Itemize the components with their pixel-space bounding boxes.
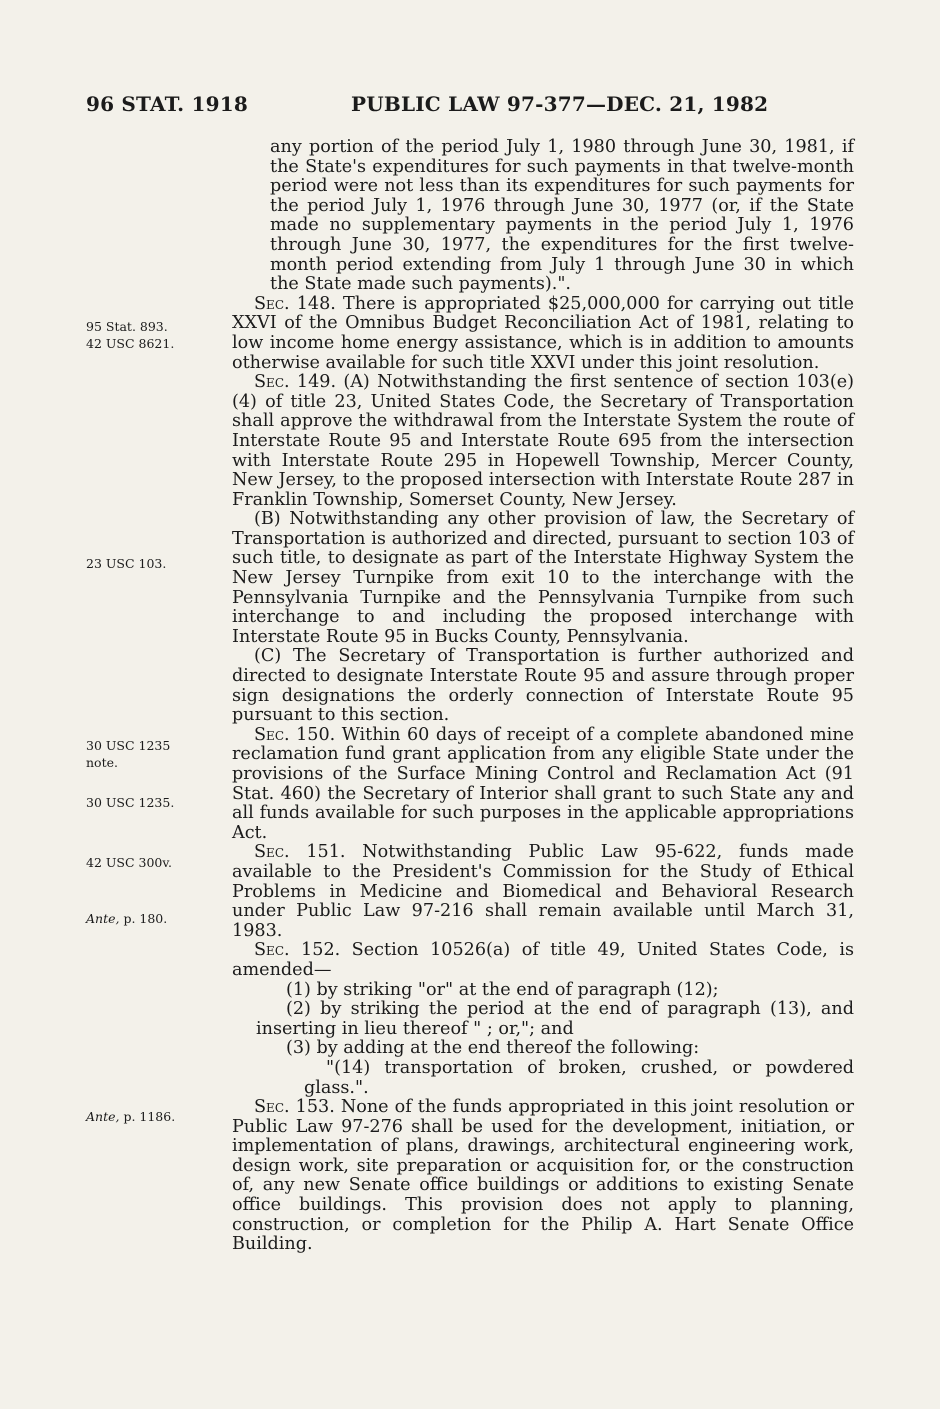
section-151: Sec. 151. Notwithstanding Public Law 95-622, funds made available to the President's Commission for the Study of Ethical Problems in Medicine and Biomedical and Behavioral Research under Public Law 97-216 shall remain available until March 31, 1983. bbox=[232, 842, 854, 941]
public-law-title: PUBLIC LAW 97-377—DEC. 21, 1982 bbox=[351, 92, 769, 116]
page-header bbox=[86, 92, 870, 122]
margin-note-30-usc: 30 USC 1235. bbox=[86, 795, 175, 810]
margin-note-42-usc-300v: 42 USC 300v. bbox=[86, 855, 172, 870]
margin-note-23-usc: 23 USC 103. bbox=[86, 556, 167, 571]
section-148: Sec. 148. There is appropriated $25,000,000 for carrying out title XXVI of the Omnibus Budget Reconciliation Act of 1981, relating to low income home energy assistance, which is in addition to amounts otherwise available for such title XXVI under this joint resolution. bbox=[232, 293, 854, 373]
section-152-item-1: (1) by striking "or" at the end of paragraph (12); bbox=[286, 979, 719, 1000]
statute-body bbox=[232, 138, 854, 1255]
continued-paragraph: any portion of the period July 1, 1980 through June 30, 1981, if the State's expenditures for such payments in that twelve-month period were not less than its expenditures for such payments for the period July 1, 1976 through June 30, 1977 (or, if the State made no supplementary payments in the period July 1, 1976 through June 30, 1977, the expenditures for the first twelve-month period extending from July 1 through June 30 in which the State made such payments).". bbox=[270, 137, 854, 295]
statute-page-citation: 96 STAT. 1918 bbox=[86, 92, 248, 116]
section-152-quoted-paragraph: "(14) transportation of broken, crushed, or powdered glass.". bbox=[304, 1057, 854, 1098]
section-152-item-2: (2) by striking the period at the end of paragraph (13), and inserting in lieu thereof " ; or,"; and bbox=[256, 999, 854, 1039]
section-152: Sec. 152. Section 10526(a) of title 49, United States Code, is amended— bbox=[232, 940, 854, 980]
margin-note-95-stat: 95 Stat. 893. 42 USC 8621. bbox=[86, 319, 175, 351]
section-149-c: (C) The Secretary of Transportation is further authorized and directed to designate Interstate Route 95 and assure through proper sign designations the orderly connection of Interstate Route 95 pursuant to this section. bbox=[232, 646, 854, 726]
section-149-a: Sec. 149. (A) Notwithstanding the first sentence of section 103(e)(4) of title 23, United States Code, the Secretary of Transportation shall approve the withdrawal from the Interstate System the route of Interstate Route 95 and Interstate Route 695 from the intersection with Interstate Route 295 in Hopewell Township, Mercer County, New Jersey, to the proposed intersection with Interstate Route 287 in Franklin Township, Somerset County, New Jersey. bbox=[232, 372, 854, 510]
section-153: Sec. 153. None of the funds appropriated in this joint resolution or Public Law 97-276 shall be used for the development, initiation, or implementation of plans, drawings, architectural engineering work, design work, site preparation or acquisition for, or the construction of, any new Senate office buildings or additions to existing Senate office buildings. This provision does not apply to planning, construction, or completion for the Philip A. Hart Senate Office Building. bbox=[232, 1097, 854, 1255]
section-149-b: (B) Notwithstanding any other provision of law, the Secretary of Transportation is authorized and directed, pursuant to section 103 of such title, to designate as part of the Interstate Highway System the New Jersey Turnpike from exit 10 to the interchange with the Pennsylvania Turnpike and the Pennsylvania Turnpike from such interchange to and including the proposed interchange with Interstate Route 95 in Bucks County, Pennsylvania. bbox=[232, 509, 854, 647]
margin-note-ante-180: Ante, p. 180. bbox=[86, 911, 168, 926]
section-150: Sec. 150. Within 60 days of receipt of a complete abandoned mine reclamation fund grant application from any eligible State under the provisions of the Surface Mining Control and Reclamation Act (91 Stat. 460) the Secretary of Interior shall grant to such State any and all funds available for such purposes in the applicable appropriations Act. bbox=[232, 724, 854, 843]
margin-note-ante-1186: Ante, p. 1186. bbox=[86, 1109, 176, 1124]
section-152-item-3: (3) by adding at the end thereof the following: bbox=[286, 1038, 700, 1059]
margin-note-30-usc-note: 30 USC 1235 note. bbox=[86, 738, 171, 770]
